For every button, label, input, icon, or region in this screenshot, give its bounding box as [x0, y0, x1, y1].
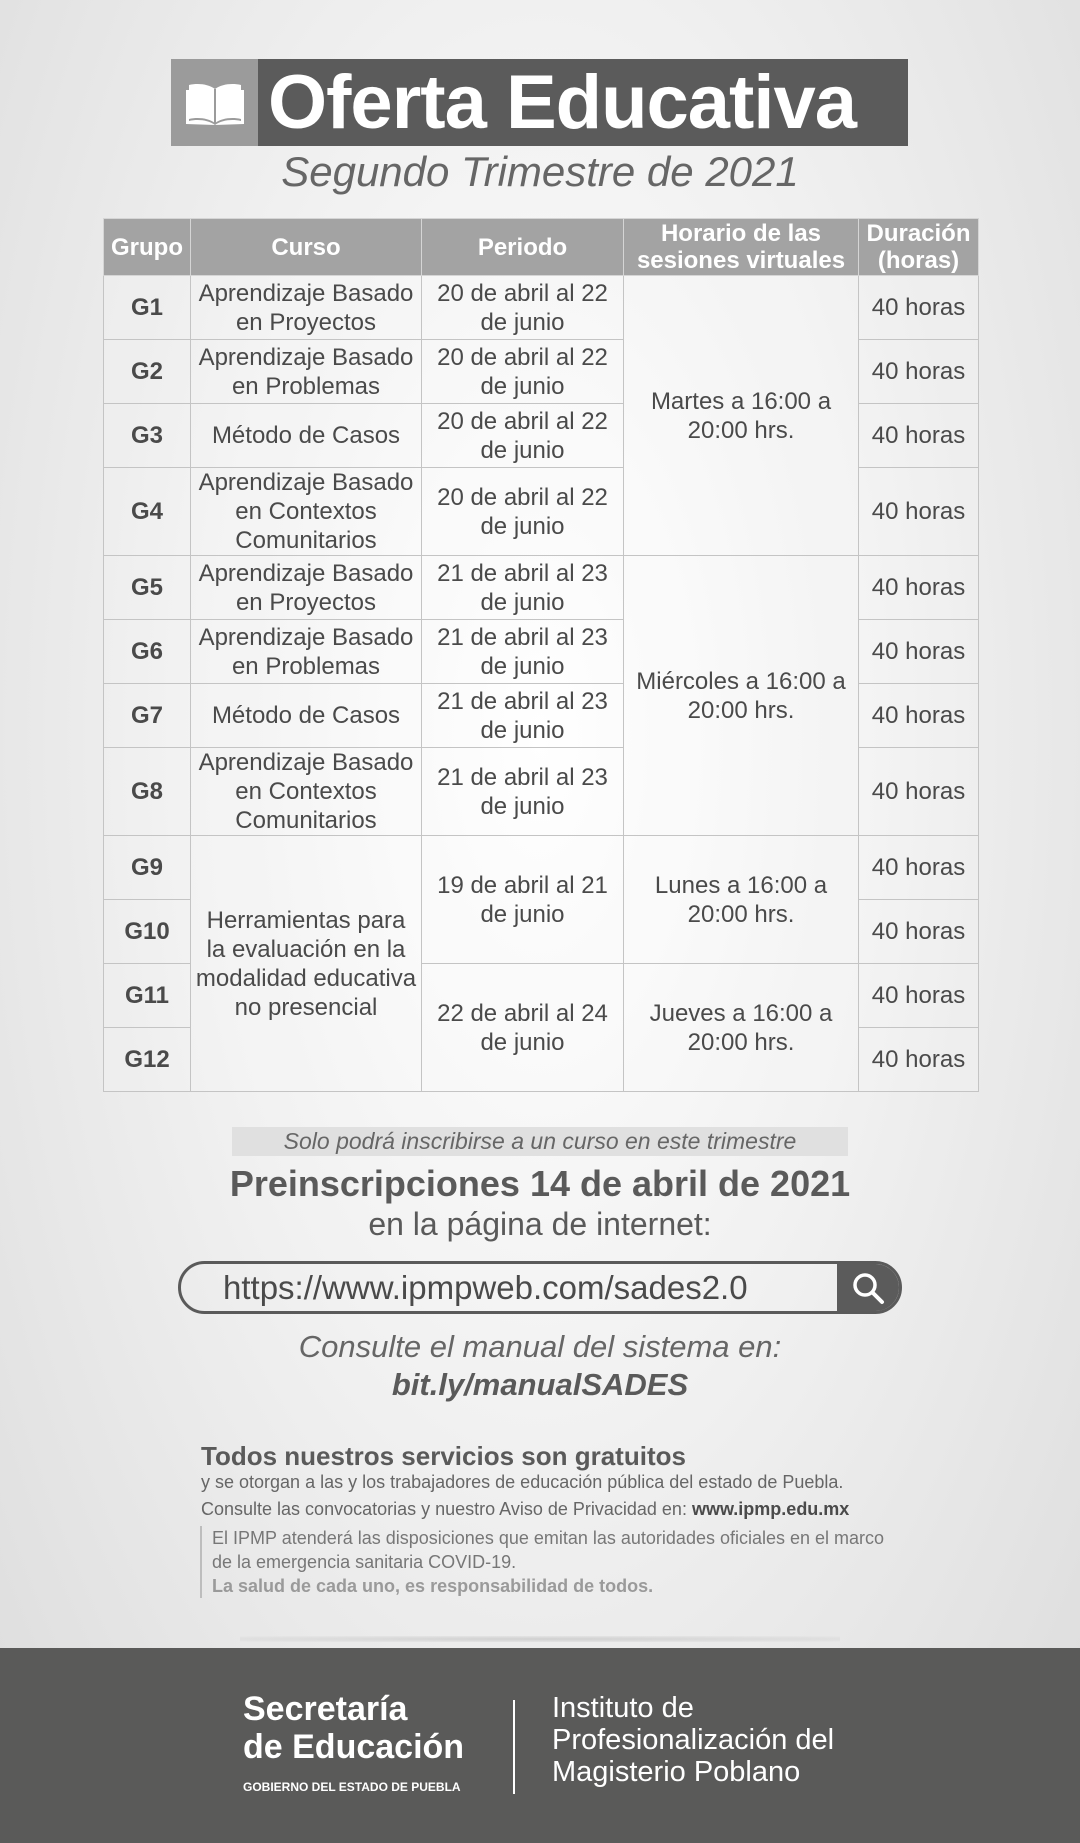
cell-periodo: 21 de abril al 23 de junio — [422, 620, 624, 684]
table-row — [104, 276, 979, 340]
search-button[interactable] — [837, 1264, 899, 1311]
manual-link[interactable]: bit.ly/manualSADES — [391, 1367, 689, 1402]
sep-line1: Secretaría — [243, 1690, 408, 1728]
ipmp-line1: Instituto de — [552, 1692, 694, 1724]
page-subtitle: Segundo Trimestre de 2021 — [281, 148, 799, 195]
title-banner — [171, 59, 908, 146]
cell-duracion: 40 horas — [859, 340, 979, 404]
ipmp-website-link[interactable]: www.ipmp.edu.mx — [691, 1499, 850, 1519]
cell-duracion: 40 horas — [859, 404, 979, 468]
page-title: Oferta Educativa — [258, 59, 908, 146]
url-bar[interactable] — [178, 1261, 902, 1314]
cell-grupo: G5 — [104, 556, 191, 620]
table-row — [104, 836, 979, 900]
table-row — [104, 556, 979, 620]
cell-duracion: 40 horas — [859, 900, 979, 964]
cell-periodo: 21 de abril al 23 de junio — [422, 684, 624, 748]
cell-periodo: 22 de abril al 24 de junio — [422, 964, 624, 1092]
cell-grupo: G2 — [104, 340, 191, 404]
search-icon — [851, 1271, 885, 1305]
schedule-table — [103, 218, 979, 1092]
cell-periodo: 20 de abril al 22 de junio — [422, 404, 624, 468]
cell-curso: Aprendizaje Basado en Contextos Comunitarios — [191, 468, 422, 556]
free-services-title: Todos nuestros servicios son gratuitos — [201, 1441, 686, 1471]
cell-duracion: 40 horas — [859, 836, 979, 900]
cell-curso: Método de Casos — [191, 684, 422, 748]
sep-logo — [243, 1690, 464, 1766]
cell-curso: Aprendizaje Basado en Proyectos — [191, 556, 422, 620]
cell-curso: Aprendizaje Basado en Problemas — [191, 620, 422, 684]
cell-duracion: 40 horas — [859, 620, 979, 684]
cell-periodo: 21 de abril al 23 de junio — [422, 556, 624, 620]
cell-curso: Aprendizaje Basado en Proyectos — [191, 276, 422, 340]
cell-curso: Herramientas para la evaluación en la modalidad educativa no presencial — [191, 836, 422, 1092]
cell-horario: Jueves a 16:00 a 20:00 hrs. — [624, 964, 859, 1092]
header-periodo: Periodo — [422, 219, 624, 276]
table-header-row — [104, 219, 979, 276]
header-horario: Horario de las sesiones virtuales — [624, 219, 859, 276]
cell-grupo: G7 — [104, 684, 191, 748]
url-link[interactable]: https://www.ipmpweb.com/sades2.0 — [223, 1269, 748, 1306]
cell-duracion: 40 horas — [859, 276, 979, 340]
open-book-icon — [186, 81, 244, 125]
footer-divider — [513, 1700, 515, 1794]
cell-duracion: 40 horas — [859, 748, 979, 836]
free-services-line: y se otorgan a las y los trabajadores de educación pública del estado de Puebla. — [201, 1472, 844, 1492]
cell-periodo: 20 de abril al 22 de junio — [422, 276, 624, 340]
cell-grupo: G9 — [104, 836, 191, 900]
cell-duracion: 40 horas — [859, 684, 979, 748]
sep-line2: de Educación — [243, 1728, 465, 1766]
cell-periodo: 19 de abril al 21 de junio — [422, 836, 624, 964]
privacy-line — [201, 1499, 849, 1520]
header-curso: Curso — [191, 219, 422, 276]
preregistration-subtitle: en la página de internet: — [368, 1206, 712, 1242]
cell-grupo: G12 — [104, 1028, 191, 1092]
cell-grupo: G3 — [104, 404, 191, 468]
preregistration-title: Preinscripciones 14 de abril de 2021 — [229, 1163, 851, 1204]
gobierno-label: GOBIERNO DEL ESTADO DE PUEBLA — [243, 1780, 461, 1794]
privacy-text: Consulte las convocatorias y nuestro Aviso de Privacidad en: — [201, 1499, 687, 1519]
cell-grupo: G6 — [104, 620, 191, 684]
cell-duracion: 40 horas — [859, 1028, 979, 1092]
cell-periodo: 20 de abril al 22 de junio — [422, 340, 624, 404]
cell-horario: Lunes a 16:00 a 20:00 hrs. — [624, 836, 859, 964]
ipmp-logo — [552, 1692, 834, 1788]
cell-grupo: G4 — [104, 468, 191, 556]
cell-periodo: 20 de abril al 22 de junio — [422, 468, 624, 556]
ipmp-line2: Profesionalización del — [552, 1724, 835, 1756]
cell-curso: Aprendizaje Basado en Contextos Comunitarios — [191, 748, 422, 836]
cell-grupo: G8 — [104, 748, 191, 836]
cell-curso: Aprendizaje Basado en Problemas — [191, 340, 422, 404]
cell-periodo: 21 de abril al 23 de junio — [422, 748, 624, 836]
footer — [0, 1648, 1080, 1843]
cell-duracion: 40 horas — [859, 964, 979, 1028]
disclaimer-strong: La salud de cada uno, es responsabilidad de todos. — [212, 1576, 654, 1596]
cell-horario: Martes a 16:00 a 20:00 hrs. — [624, 276, 859, 556]
cell-grupo: G1 — [104, 276, 191, 340]
enrollment-note: Solo podrá inscribirse a un curso en este trimestre — [232, 1127, 848, 1156]
title-icon-box — [171, 59, 258, 146]
cell-horario: Miércoles a 16:00 a 20:00 hrs. — [624, 556, 859, 836]
disclaimer — [200, 1526, 892, 1598]
cell-grupo: G10 — [104, 900, 191, 964]
cell-duracion: 40 horas — [859, 468, 979, 556]
cell-curso: Método de Casos — [191, 404, 422, 468]
cell-duracion: 40 horas — [859, 556, 979, 620]
separator — [240, 1636, 840, 1642]
disclaimer-text: El IPMP atenderá las disposiciones que emitan las autoridades oficiales en el marco de la emergencia sanitaria COVID-19. — [212, 1528, 885, 1572]
header-grupo: Grupo — [104, 219, 191, 276]
cell-grupo: G11 — [104, 964, 191, 1028]
header-duracion: Duración (horas) — [859, 219, 979, 276]
ipmp-line3: Magisterio Poblano — [552, 1756, 801, 1788]
manual-label: Consulte el manual del sistema en: — [298, 1329, 782, 1364]
